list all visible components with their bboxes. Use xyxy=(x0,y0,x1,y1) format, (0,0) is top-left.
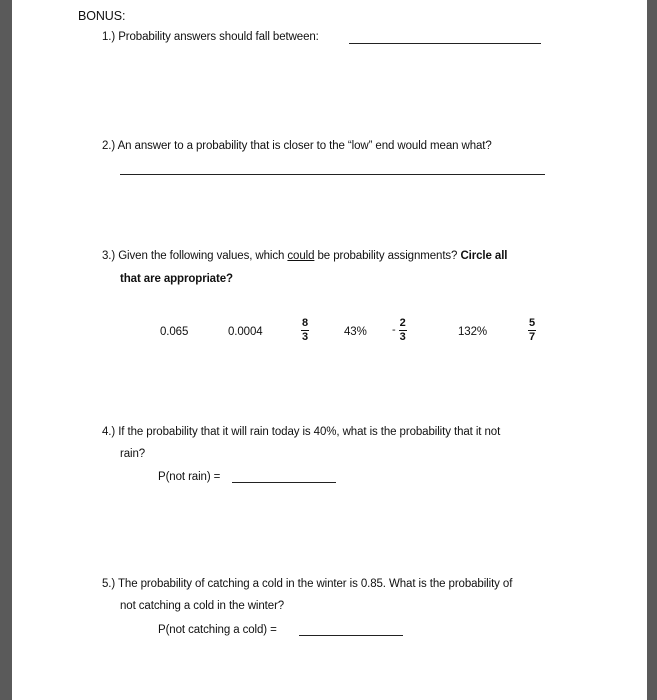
question-1-text: 1.) Probability answers should fall between: xyxy=(102,31,319,43)
fraction-numerator: 8 xyxy=(302,317,309,329)
question-3-text xyxy=(102,250,507,262)
question-4-text-line-1: 4.) If the probability that it will rain today is 40%, what is the probability that it not xyxy=(102,426,501,438)
fraction-numerator: 5 xyxy=(529,317,536,329)
question-3-text-pre: 3.) Given the following values, which xyxy=(102,250,288,262)
question-2-text: 2.) An answer to a probability that is closer to the “low” end would mean what? xyxy=(102,140,492,152)
fraction-denominator: 3 xyxy=(399,331,406,343)
worksheet-page xyxy=(12,0,647,700)
fraction-stack xyxy=(399,318,407,343)
right-margin-bar xyxy=(647,0,657,700)
fraction-option[interactable] xyxy=(392,318,407,343)
question-5-text-line-1: 5.) The probability of catching a cold in the winter is 0.85. What is the probability of xyxy=(102,578,513,590)
question-4-answer-line[interactable] xyxy=(232,482,336,483)
fraction-denominator: 3 xyxy=(302,331,309,343)
value-option[interactable]: 0.065 xyxy=(160,326,189,338)
question-3-bold-instruction-b: that are appropriate? xyxy=(120,273,233,285)
left-margin-bar xyxy=(0,0,12,700)
value-option[interactable]: 43% xyxy=(344,326,367,338)
question-1-answer-line[interactable] xyxy=(349,43,541,44)
question-3-text-post: be probability assignments? xyxy=(314,250,461,262)
fraction-denominator: 7 xyxy=(529,331,536,343)
question-3-underlined-word: could xyxy=(287,250,315,262)
question-5-text-line-2: not catching a cold in the winter? xyxy=(120,600,285,612)
question-4-text-line-2: rain? xyxy=(120,448,146,460)
question-2-answer-line[interactable] xyxy=(120,174,545,175)
fraction-option[interactable] xyxy=(301,318,309,343)
fraction-sign: - xyxy=(392,324,396,336)
question-5-answer-label: P(not catching a cold) = xyxy=(158,624,277,636)
value-option[interactable]: 0.0004 xyxy=(228,326,263,338)
bonus-title: BONUS: xyxy=(78,9,126,23)
fraction-option[interactable] xyxy=(528,318,536,343)
question-4-answer-label: P(not rain) = xyxy=(158,471,221,483)
value-option[interactable]: 132% xyxy=(458,326,488,338)
fraction-numerator: 2 xyxy=(399,317,406,329)
question-5-answer-line[interactable] xyxy=(299,635,403,636)
question-3-bold-instruction-a: Circle all xyxy=(460,250,508,262)
